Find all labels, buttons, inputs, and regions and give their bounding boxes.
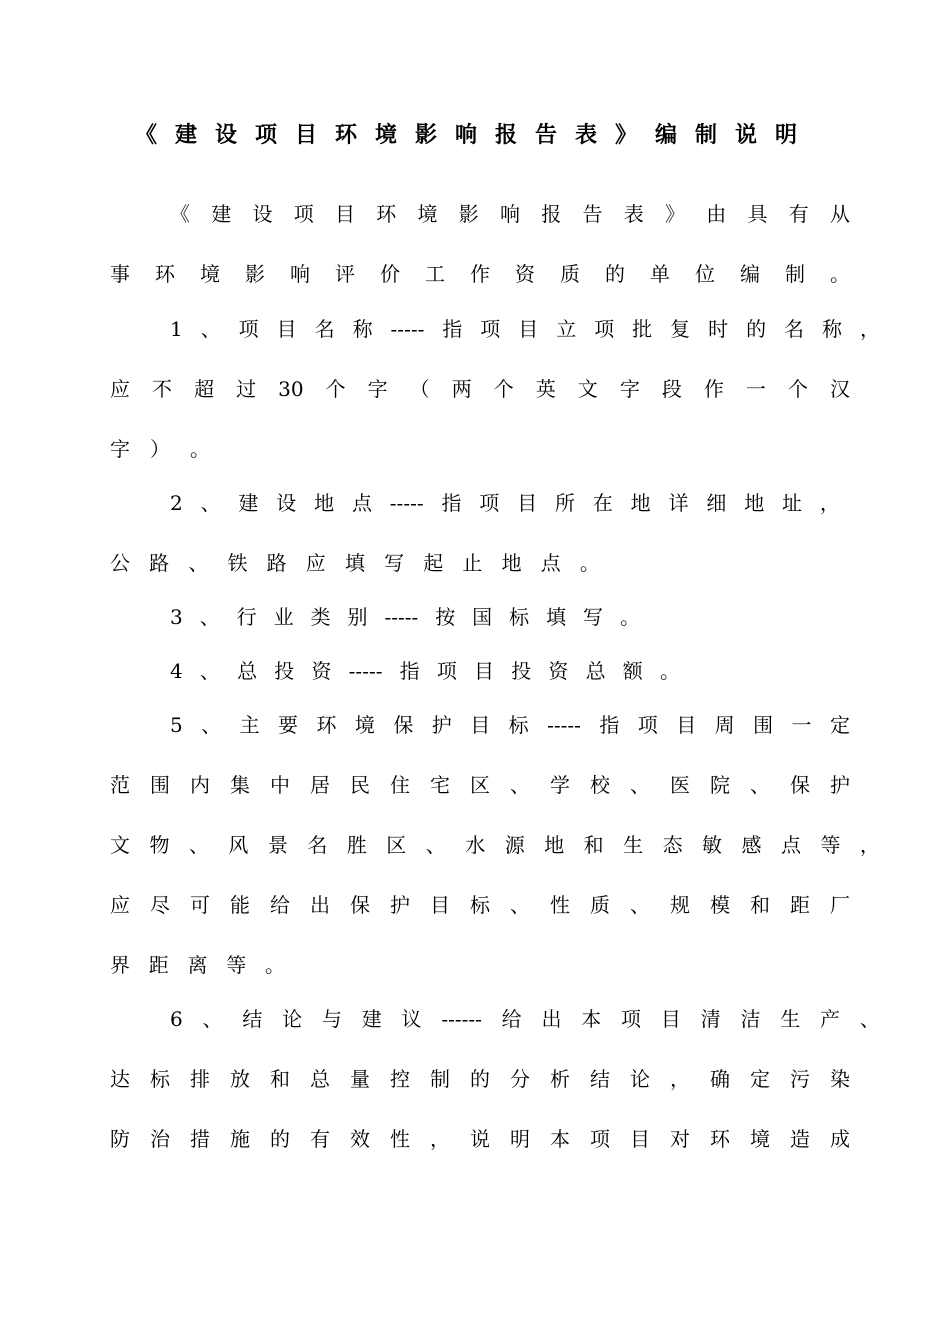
paragraph-line: 应 不 超 过 30 个 字 （ 两 个 英 文 字 段 作 一 个 汉: [110, 377, 850, 401]
paragraph-line: 1 、 项 目 名 称 ----- 指 项 目 立 项 批 复 时 的 名 称 ，: [170, 317, 880, 341]
paragraph-line: 《 建 设 项 目 环 境 影 响 报 告 表 》 由 具 有 从: [170, 202, 850, 226]
paragraph-line: 字 ） 。: [110, 437, 210, 461]
paragraph-line: 事 环 境 影 响 评 价 工 作 资 质 的 单 位 编 制 。: [110, 262, 850, 286]
paragraph-line: 文 物 、 风 景 名 胜 区 、 水 源 地 和 生 态 敏 感 点 等 ，: [110, 833, 880, 857]
paragraph-line: 界 距 离 等 。: [110, 953, 285, 977]
paragraph-line: 5 、 主 要 环 境 保 护 目 标 ----- 指 项 目 周 围 一 定: [170, 713, 850, 737]
paragraph-line: 3 、 行 业 类 别 ----- 按 国 标 填 写 。: [170, 605, 640, 629]
paragraph-line: 范 围 内 集 中 居 民 住 宅 区 、 学 校 、 医 院 、 保 护: [110, 773, 850, 797]
paragraph-line: 4 、 总 投 资 ----- 指 项 目 投 资 总 额 。: [170, 659, 680, 683]
paragraph-line: 2 、 建 设 地 点 ----- 指 项 目 所 在 地 详 细 地 址 ，: [170, 491, 840, 515]
paragraph-line: 公 路 、 铁 路 应 填 写 起 止 地 点 。: [110, 551, 600, 575]
paragraph-line: 应 尽 可 能 给 出 保 护 目 标 、 性 质 、 规 模 和 距 厂: [110, 893, 850, 917]
paragraph-line: 6 、 结 论 与 建 议 ------ 给 出 本 项 目 清 洁 生 产 、: [170, 1007, 880, 1031]
document-title: 《建设项目环境影响报告表》编制说明: [134, 122, 815, 148]
paragraph-line: 防 治 措 施 的 有 效 性 ， 说 明 本 项 目 对 环 境 造 成: [110, 1127, 850, 1151]
paragraph-line: 达 标 排 放 和 总 量 控 制 的 分 析 结 论 ， 确 定 污 染: [110, 1067, 850, 1091]
